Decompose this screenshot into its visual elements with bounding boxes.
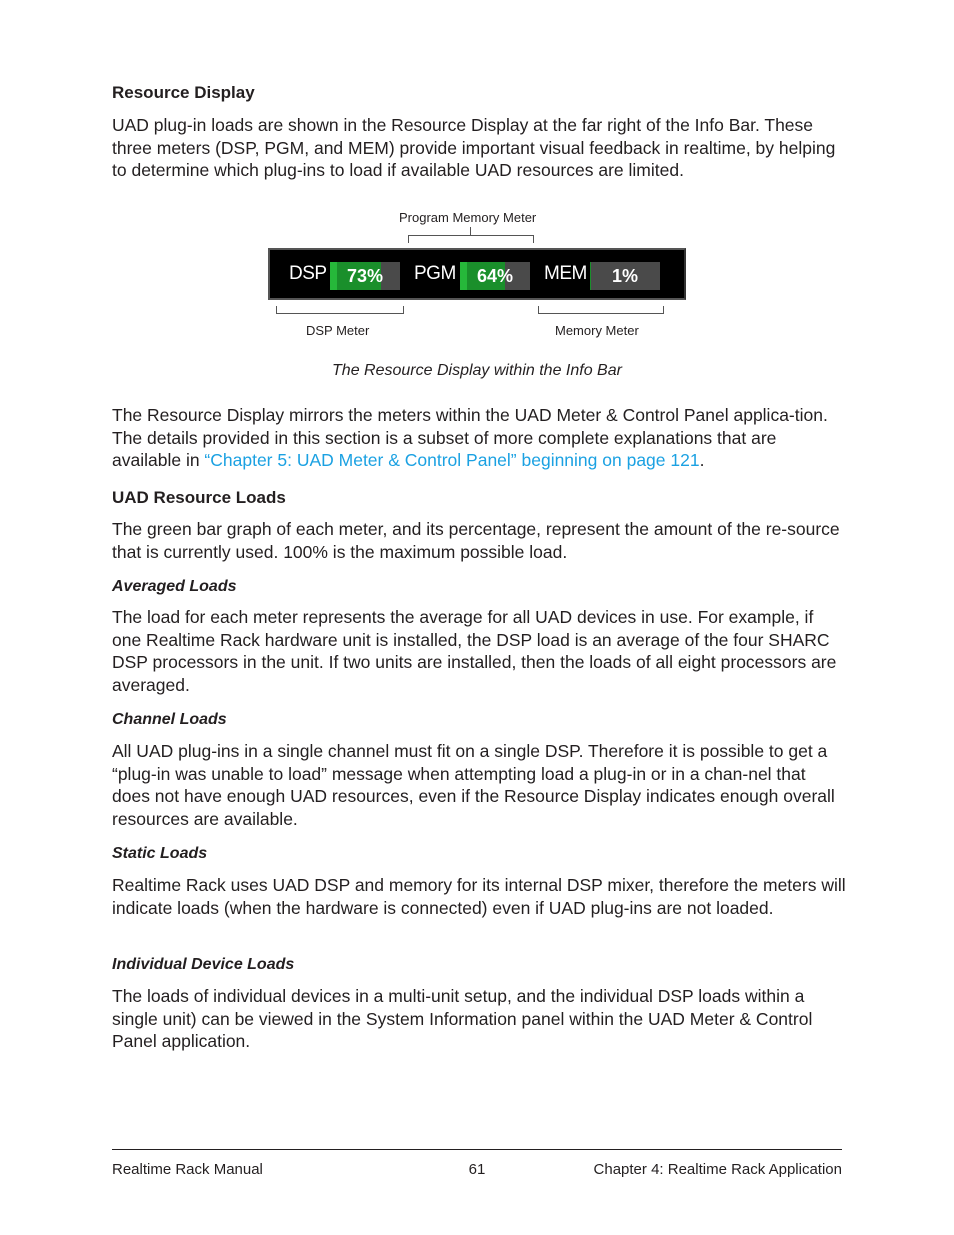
- mem-meter: [590, 262, 660, 290]
- pgm-meter: [460, 262, 530, 290]
- meter-label-dsp: DSP: [289, 263, 327, 284]
- dsp-meter-percent: 73%: [346, 266, 384, 286]
- annotation-stem: [470, 227, 471, 235]
- annotation-dsp-meter: DSP Meter: [306, 323, 370, 338]
- footer-rule: [112, 1149, 842, 1150]
- annotation-memory-meter: Memory Meter: [555, 323, 639, 338]
- heading-resource-display: Resource Display: [112, 83, 255, 102]
- footer-page-number: 61: [468, 1161, 486, 1178]
- meter-label-mem: MEM: [544, 263, 587, 284]
- footer-chapter-title: Chapter 4: Realtime Rack Application: [593, 1161, 842, 1178]
- subheading-individual-device-loads: Individual Device Loads: [112, 956, 295, 973]
- mem-meter-percent: 1%: [611, 266, 638, 286]
- paragraph-static-loads: Realtime Rack uses UAD DSP and memory for its internal DSP mixer, therefore the meters will indicate loads (when the hardware is connected) even if UAD plug-ins are not loaded.: [112, 875, 846, 918]
- paragraph-individual-device-loads: The loads of individual devices in a multi-unit setup, and the individual DSP loads within a single unit) can be viewed in the System Information panel within the UAD Meter & Control Panel application.: [112, 986, 813, 1052]
- paragraph-resource-display-intro: UAD plug-in loads are shown in the Resource Display at the far right of the Info Bar. These three meters (DSP, PGM, and MEM) provide important visual feedback in realtime, by helping to determine which plug-ins to load if available UAD resources are limited.: [112, 115, 836, 181]
- info-bar-resource-display: [268, 248, 686, 300]
- paragraph-averaged-loads: The load for each meter represents the average for all UAD devices in use. For example, if one Realtime Rack hardware unit is installed, the DSP load is an average of the four SHARC DSP processors in the unit. If two units are installed, then the loads of all eight processors are averaged.: [112, 607, 837, 695]
- paragraph-channel-loads: All UAD plug-ins in a single channel must fit on a single DSP. Therefore it is possible to get a “plug-in was unable to load” message when attempting load a plug-in or in a chan-nel that does not have enough UAD resources, even if the Resource Display indicates enough overall resources are available.: [112, 741, 835, 829]
- meter-label-pgm: PGM: [414, 263, 456, 284]
- paragraph-uad-resource-loads: The green bar graph of each meter, and its percentage, represent the amount of the re-source that is currently used. 100% is the maximum possible load.: [112, 519, 840, 562]
- bracket-dsp: [276, 306, 404, 314]
- bracket-program-memory: [408, 235, 534, 243]
- pgm-meter-percent: 64%: [476, 266, 514, 286]
- paragraph-text-end: .: [699, 450, 705, 471]
- bracket-memory: [538, 306, 664, 314]
- chapter-5-link[interactable]: “Chapter 5: UAD Meter & Control Panel” beginning on page 121: [204, 450, 700, 471]
- dsp-meter: [330, 262, 400, 290]
- subheading-channel-loads: Channel Loads: [112, 711, 227, 728]
- paragraph-resource-display-mirror: [112, 404, 847, 472]
- figure-caption: The Resource Display within the Info Bar: [332, 362, 622, 379]
- footer-manual-title: Realtime Rack Manual: [112, 1161, 263, 1178]
- paragraph-text: The Resource Display mirrors the meters within the UAD Meter & Control Panel applica-tion. The details provided in this section is a subset of more complete explanations that are available in: [112, 405, 828, 471]
- subheading-averaged-loads: Averaged Loads: [112, 578, 237, 595]
- heading-uad-resource-loads: UAD Resource Loads: [112, 488, 286, 507]
- annotation-program-memory-meter: Program Memory Meter: [399, 210, 537, 225]
- subheading-static-loads: Static Loads: [112, 845, 208, 862]
